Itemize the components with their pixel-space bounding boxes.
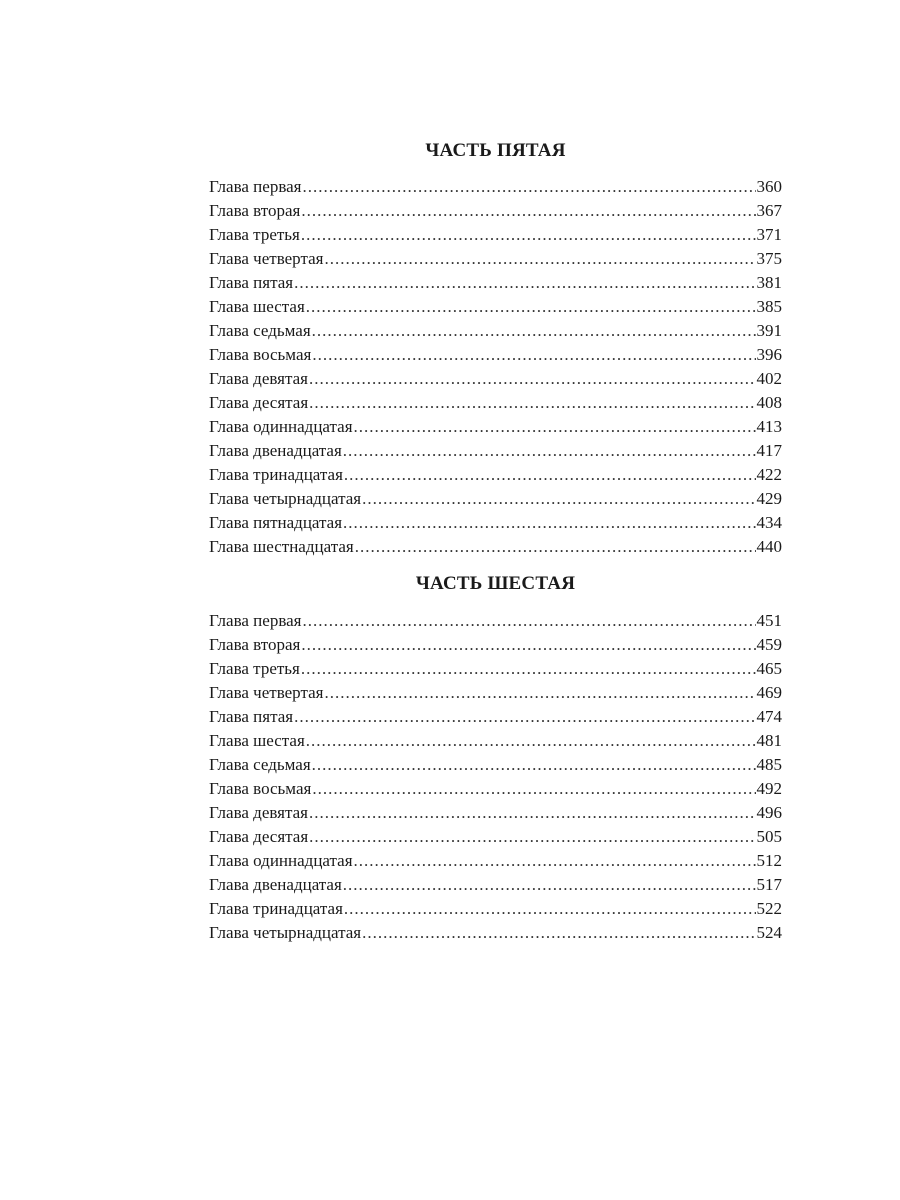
- chapter-name: Глава первая: [209, 611, 302, 630]
- chapter-name: Глава седьмая: [209, 321, 311, 340]
- dot-leader: [309, 825, 755, 849]
- chapter-name: Глава шестая: [209, 297, 305, 316]
- page-number: 505: [756, 827, 782, 846]
- toc-entry: [209, 391, 782, 415]
- toc-entry: [209, 319, 782, 343]
- chapter-name: Глава одиннадцатая: [209, 417, 353, 436]
- page-number: 465: [756, 659, 782, 678]
- chapter-name: Глава третья: [209, 659, 300, 678]
- dot-leader: [362, 487, 755, 511]
- chapter-name: Глава шестнадцатая: [209, 537, 354, 556]
- toc-entry: [209, 753, 782, 777]
- toc-entry: [209, 511, 782, 535]
- dot-leader: [306, 295, 756, 319]
- toc-entry: [209, 295, 782, 319]
- toc-entry: [209, 705, 782, 729]
- page-number: 496: [756, 803, 782, 822]
- chapter-name: Глава первая: [209, 177, 302, 196]
- chapter-name: Глава десятая: [209, 827, 309, 846]
- toc-entry: [209, 657, 782, 681]
- dot-leader: [343, 439, 756, 463]
- chapter-name: Глава вторая: [209, 201, 301, 220]
- chapter-name: Глава пятая: [209, 273, 294, 292]
- toc-entry: [209, 681, 782, 705]
- part-title: ЧАСТЬ ПЯТАЯ: [425, 140, 566, 161]
- dot-leader: [309, 801, 756, 825]
- page-number: 413: [756, 417, 782, 436]
- part-title: ЧАСТЬ ШЕСТАЯ: [415, 573, 576, 594]
- toc-entry: [209, 921, 782, 945]
- chapter-name: Глава тринадцатая: [209, 465, 343, 484]
- toc-entry: [209, 609, 782, 633]
- page-number: 360: [756, 177, 782, 196]
- dot-leader: [309, 367, 756, 391]
- page-number: 385: [756, 297, 782, 316]
- dot-leader: [303, 175, 756, 199]
- toc-entry: [209, 199, 782, 223]
- chapter-name: Глава девятая: [209, 369, 308, 388]
- page-number: 422: [756, 465, 782, 484]
- toc-entry: [209, 415, 782, 439]
- toc-entry: [209, 247, 782, 271]
- page-number: 459: [756, 635, 782, 654]
- chapter-name: Глава восьмая: [209, 779, 312, 798]
- page-number: 408: [756, 393, 782, 412]
- dot-leader: [324, 247, 755, 271]
- dot-leader: [343, 873, 756, 897]
- dot-leader: [309, 391, 755, 415]
- page-number: 429: [756, 489, 782, 508]
- page-number: 512: [756, 851, 782, 870]
- page-number: 517: [756, 875, 782, 894]
- toc-entry: [209, 223, 782, 247]
- dot-leader: [343, 511, 755, 535]
- chapter-name: Глава четвертая: [209, 683, 324, 702]
- toc-entry: [209, 175, 782, 199]
- page-number: 440: [756, 537, 782, 556]
- page-number: 522: [756, 899, 782, 918]
- page-number: 434: [756, 513, 782, 532]
- toc-entry: [209, 439, 782, 463]
- page-number: 474: [756, 707, 782, 726]
- page-number: 469: [756, 683, 782, 702]
- toc-entry: [209, 777, 782, 801]
- chapter-name: Глава тринадцатая: [209, 899, 343, 918]
- toc-entry: [209, 849, 782, 873]
- chapter-name: Глава двенадцатая: [209, 875, 342, 894]
- toc-entry: [209, 873, 782, 897]
- dot-leader: [312, 319, 756, 343]
- toc-entry: [209, 343, 782, 367]
- dot-leader: [312, 777, 755, 801]
- chapter-name: Глава четырнадцатая: [209, 923, 362, 942]
- chapter-name: Глава одиннадцатая: [209, 851, 353, 870]
- dot-leader: [354, 415, 756, 439]
- toc-entry: [209, 463, 782, 487]
- chapter-name: Глава третья: [209, 225, 300, 244]
- toc-entry: [209, 897, 782, 921]
- chapter-name: Глава пятая: [209, 707, 294, 726]
- chapter-name: Глава четырнадцатая: [209, 489, 362, 508]
- dot-leader: [294, 271, 755, 295]
- page-number: 381: [756, 273, 782, 292]
- dot-leader: [312, 753, 756, 777]
- toc-entry: [209, 801, 782, 825]
- dot-leader: [301, 633, 755, 657]
- chapter-name: Глава вторая: [209, 635, 301, 654]
- chapter-list: [209, 609, 782, 945]
- page-number: 367: [756, 201, 782, 220]
- dot-leader: [303, 609, 756, 633]
- page-number: 402: [756, 369, 782, 388]
- dot-leader: [301, 657, 756, 681]
- toc-entry: [209, 367, 782, 391]
- dot-leader: [344, 897, 756, 921]
- chapter-name: Глава двенадцатая: [209, 441, 342, 460]
- chapter-list: [209, 175, 782, 559]
- page-number: 375: [756, 249, 782, 268]
- chapter-name: Глава восьмая: [209, 345, 312, 364]
- toc-entry: [209, 825, 782, 849]
- dot-leader: [362, 921, 755, 945]
- dot-leader: [294, 705, 755, 729]
- dot-leader: [301, 223, 756, 247]
- page-number: 396: [756, 345, 782, 364]
- page-number: 417: [756, 441, 782, 460]
- toc-entry: [209, 633, 782, 657]
- page-number: 524: [756, 923, 782, 942]
- page-number: 371: [756, 225, 782, 244]
- dot-leader: [344, 463, 756, 487]
- page-number: 481: [756, 731, 782, 750]
- dot-leader: [324, 681, 755, 705]
- chapter-name: Глава четвертая: [209, 249, 324, 268]
- page-number: 391: [756, 321, 782, 340]
- dot-leader: [354, 849, 756, 873]
- toc-entry: [209, 729, 782, 753]
- toc-entry: [209, 535, 782, 559]
- dot-leader: [301, 199, 755, 223]
- page-number: 451: [756, 611, 782, 630]
- toc-entry: [209, 487, 782, 511]
- dot-leader: [355, 535, 756, 559]
- dot-leader: [312, 343, 755, 367]
- dot-leader: [306, 729, 756, 753]
- chapter-name: Глава шестая: [209, 731, 305, 750]
- chapter-name: Глава седьмая: [209, 755, 311, 774]
- chapter-name: Глава пятнадцатая: [209, 513, 343, 532]
- chapter-name: Глава девятая: [209, 803, 308, 822]
- toc-entry: [209, 271, 782, 295]
- page-number: 492: [756, 779, 782, 798]
- chapter-name: Глава десятая: [209, 393, 309, 412]
- page-number: 485: [756, 755, 782, 774]
